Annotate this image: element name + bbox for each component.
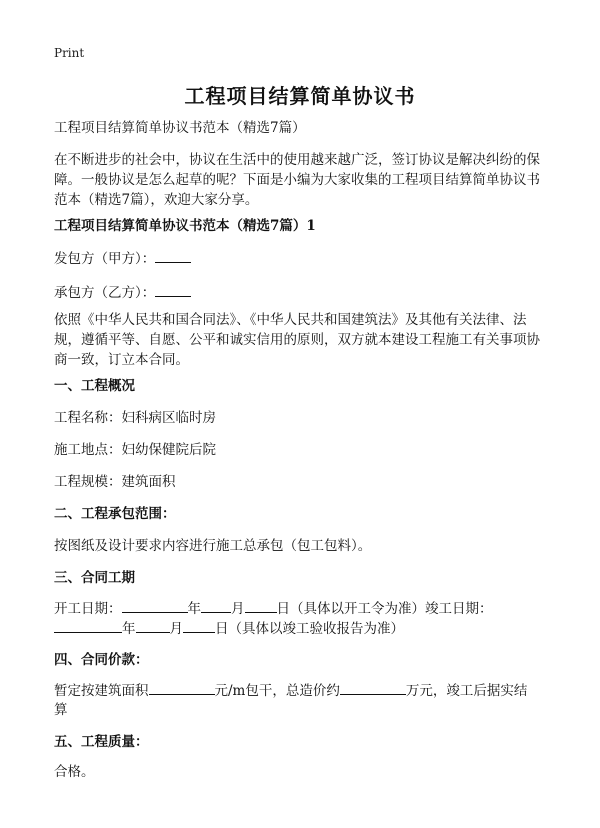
end-day-blank [183,618,215,633]
end-day-label: 日（具体以竣工验收报告为准） [215,621,404,637]
heading-quality: 五、工程质量： [54,734,149,750]
period-line-1 [54,598,548,619]
end-year-blank [54,618,122,633]
document-title: 工程项目结算简单协议书 [184,84,416,108]
end-year-label: 年 [122,621,136,637]
unit-price-blank [149,680,215,695]
start-year-label: 年 [187,601,201,617]
price-text-1: 暂定按建筑面积 [54,683,149,699]
quality-text: 合格。 [54,764,95,780]
start-date-label: 开工日期： [54,601,122,617]
party-b-label: 承包方（乙方）： [54,285,156,301]
party-b-blank [155,282,191,297]
scope-text: 按图纸及设计要求内容进行施工总承包（包工包料）。 [54,538,372,554]
start-month-label: 月 [231,601,245,617]
heading-price: 四、合同价款： [54,652,149,668]
start-month-blank [201,598,231,613]
start-day-blank [245,598,277,613]
price-text-3: 万元，竣工后据实结 [405,683,528,699]
heading-scope: 二、工程承包范围： [54,506,176,522]
section-title: 工程项目结算简单协议书范本（精选7篇）1 [54,218,316,234]
total-price-blank [340,680,406,695]
end-month-label: 月 [169,621,183,637]
price-line-1 [54,680,548,701]
print-label[interactable]: Print [54,46,85,60]
party-a-line [54,248,548,269]
start-year-blank [122,598,188,613]
price-text-2: 元/m包干，总造价约 [214,683,340,699]
party-b-line [54,282,548,303]
intro-paragraph: 在不断进步的社会中，协议在生活中的使用越来越广泛，签订协议是解决纠纷的保障。一般协议是怎么起草的呢？下面是小编为大家收集的工程项目结算简单协议书范本（精选7篇），欢迎大家分享。 [54,152,540,208]
party-a-blank [155,248,191,263]
start-day-label: 日（具体以开工令为准）竣工日期： [276,601,493,617]
party-a-label: 发包方（甲方）： [54,251,156,267]
subtitle: 工程项目结算简单协议书范本（精选7篇） [54,120,306,136]
project-site: 施工地点：妇幼保健院后院 [54,442,216,458]
heading-period: 三、合同工期 [54,570,135,586]
price-line-2: 算 [54,702,68,718]
end-month-blank [136,618,170,633]
project-name: 工程名称：妇科病区临时房 [54,410,216,426]
heading-overview: 一、工程概况 [54,378,135,394]
project-scale: 工程规模：建筑面积 [54,474,176,490]
period-line-2 [54,618,548,639]
basis-paragraph: 依照《中华人民共和国合同法》、《中华人民共和国建筑法》及其他有关法律、法规，遵循平等、自愿、公平和诚实信用的原则，双方就本建设工程施工有关事项协商一致，订立本合同。 [54,312,540,368]
